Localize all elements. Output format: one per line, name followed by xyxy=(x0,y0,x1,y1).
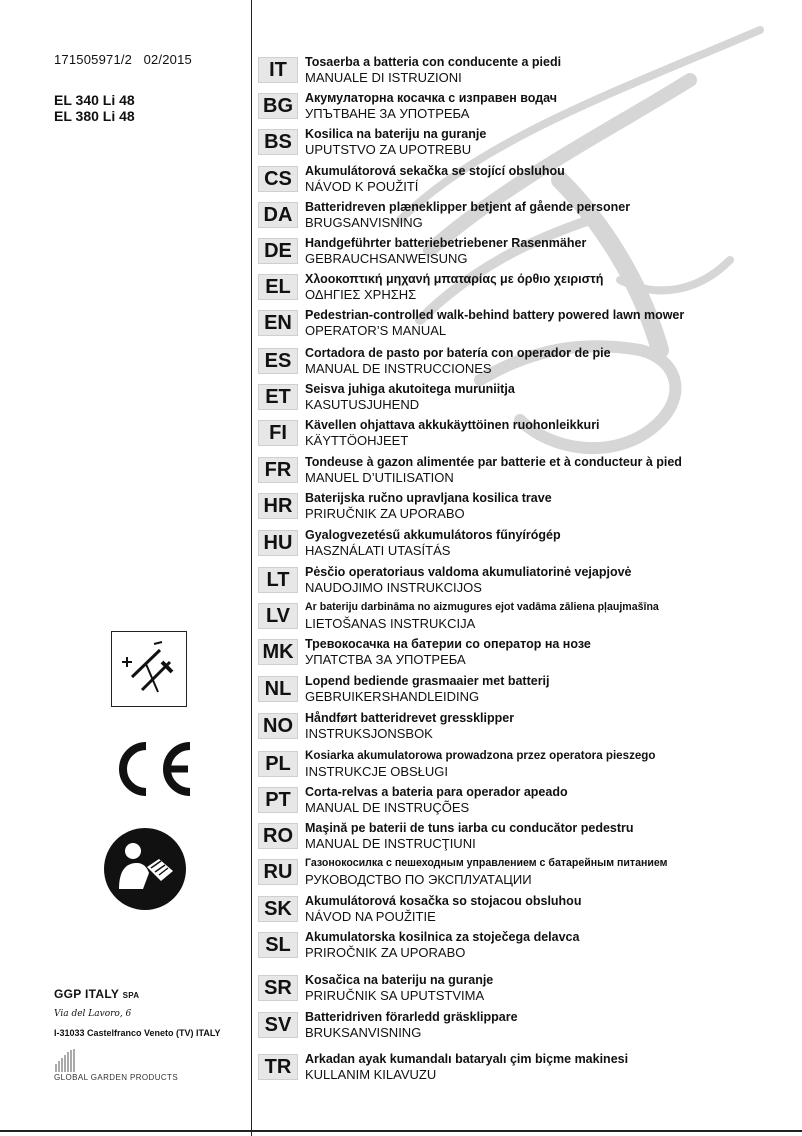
language-subtitle: PRIRUČNIK ZA UPORABO xyxy=(305,506,465,521)
language-entry-cs xyxy=(258,164,798,198)
language-title: Handgeführter batteriebetriebener Rasenmäher xyxy=(305,236,587,250)
language-entry-et xyxy=(258,382,798,416)
language-title: Akumulátorová sekačka se stojící obsluhou xyxy=(305,164,565,178)
language-entry-lt xyxy=(258,565,798,599)
language-title: Håndført batteridrevet gressklipper xyxy=(305,711,515,725)
language-title: Kosačica na bateriju na guranje xyxy=(305,973,494,987)
language-title: Batteridriven förarledd gräsklippare xyxy=(305,1010,518,1024)
language-subtitle: GEBRAUCHSANWEISUNG xyxy=(305,251,468,266)
language-code-badge: BG xyxy=(258,93,298,119)
language-title: Baterijska ručno upravljana kosilica trave xyxy=(305,491,552,505)
language-subtitle: LIETOŠANAS INSTRUKCIJA xyxy=(305,616,476,631)
model-name: EL 340 Li 48 xyxy=(54,92,135,108)
language-entry-sv xyxy=(258,1010,798,1044)
language-subtitle: KULLANIM KILAVUZU xyxy=(305,1067,437,1082)
language-entry-sk xyxy=(258,894,798,928)
language-entry-el xyxy=(258,272,798,306)
language-code-badge: EN xyxy=(258,310,298,336)
language-code-badge: SL xyxy=(258,932,298,958)
language-title: Akumulatorska kosilnica za stoječega delavca xyxy=(305,930,580,944)
language-title: Газонокосилка с пешеходным управлением с батарейным питанием xyxy=(305,857,668,869)
language-subtitle: HASZNÁLATI UTASÍTÁS xyxy=(305,543,451,558)
language-code-badge: LV xyxy=(258,603,298,629)
language-title: Kosilica na bateriju na guranje xyxy=(305,127,487,141)
language-subtitle: MANUAL DE INSTRUCŢIUNI xyxy=(305,836,476,851)
language-code-badge: IT xyxy=(258,57,298,83)
language-code-badge: RO xyxy=(258,823,298,849)
language-code-badge: SR xyxy=(258,975,298,1001)
model-name: EL 380 Li 48 xyxy=(54,108,135,124)
ce-mark-icon xyxy=(108,738,198,800)
language-subtitle: MANUAL DE INSTRUÇÕES xyxy=(305,800,470,815)
battery-polarity-icon xyxy=(111,631,187,707)
language-entry-hr xyxy=(258,491,798,525)
language-code-badge: ET xyxy=(258,384,298,410)
language-code-badge: PT xyxy=(258,787,298,813)
language-code-badge: CS xyxy=(258,166,298,192)
language-entry-sr xyxy=(258,973,798,1007)
language-code-badge: TR xyxy=(258,1054,298,1080)
language-entry-fi xyxy=(258,418,798,452)
language-subtitle: INSTRUKSJONSBOK xyxy=(305,726,433,741)
language-title: Pėsčio operatoriaus valdoma akumuliatorinė vejapjovė xyxy=(305,565,632,579)
company-address-line1: Via del Lavoro, 6 xyxy=(54,1009,132,1019)
language-subtitle: MANUAL DE INSTRUCCIONES xyxy=(305,361,492,376)
language-entry-sl xyxy=(258,930,798,964)
language-code-badge: NL xyxy=(258,676,298,702)
company-name-main: GGP ITALY xyxy=(54,987,119,1001)
language-entry-hu xyxy=(258,528,798,562)
language-subtitle: NAUDOJIMO INSTRUKCIJOS xyxy=(305,580,482,595)
language-title: Тревокосачка на батерии со оператор на нозе xyxy=(305,637,591,651)
language-title: Corta-relvas a bateria para operador apeado xyxy=(305,785,568,799)
language-code-badge: SV xyxy=(258,1012,298,1038)
language-title: Cortadora de pasto por batería con operador de pie xyxy=(305,346,611,360)
language-title: Lopend bediende grasmaaier met batterij xyxy=(305,674,550,688)
language-title: Ar bateriju darbināma no aizmugures ejot vadāma zāliena pļaujmašīna xyxy=(305,601,659,613)
language-title: Χλοοκοπτική μηχανή μπαταρίας με όρθιο χειριστή xyxy=(305,272,604,286)
language-entry-it xyxy=(258,55,798,89)
language-entry-no xyxy=(258,711,798,745)
language-subtitle: KASUTUSJUHEND xyxy=(305,397,420,412)
language-entry-da xyxy=(258,200,798,234)
language-subtitle: NÁVOD NA POUŽITIE xyxy=(305,909,436,924)
language-entry-ru xyxy=(258,857,798,891)
language-code-badge: BS xyxy=(258,129,298,155)
language-title: Tondeuse à gazon alimentée par batterie et à conducteur à pied xyxy=(305,455,682,469)
language-subtitle: NÁVOD K POUŽITÍ xyxy=(305,179,419,194)
language-title: Pedestrian-controlled walk-behind battery powered lawn mower xyxy=(305,308,685,322)
company-address-line2: I-31033 Castelfranco Veneto (TV) ITALY xyxy=(54,1028,221,1038)
language-title: Акумулаторна косачка с изправен водач xyxy=(305,91,558,105)
language-entry-de xyxy=(258,236,798,270)
language-title: Maşină pe baterii de tuns iarba cu conducător pedestru xyxy=(305,821,634,835)
language-title: Kävellen ohjattava akkukäyttöinen ruohonleikkuri xyxy=(305,418,600,432)
language-code-badge: RU xyxy=(258,859,298,885)
language-subtitle: INSTRUKCJE OBSŁUGI xyxy=(305,764,449,779)
language-entry-mk xyxy=(258,637,798,671)
language-entry-en xyxy=(258,308,798,342)
language-title: Batteridreven plæneklipper betjent af gående personer xyxy=(305,200,631,214)
language-subtitle: BRUKSANVISNING xyxy=(305,1025,422,1040)
language-subtitle: УПЪТВАНЕ ЗА УПОТРЕБА xyxy=(305,106,470,121)
language-subtitle: УПАТСТВА ЗА УПОТРЕБА xyxy=(305,652,466,667)
language-subtitle: ΟΔΗΓΙΕΣ ΧΡΗΣΗΣ xyxy=(305,287,417,302)
language-entry-tr xyxy=(258,1052,798,1086)
language-title: Gyalogvezetésű akkumulátoros fűnyírógép xyxy=(305,528,561,542)
language-subtitle: BRUGSANVISNING xyxy=(305,215,423,230)
language-code-badge: FI xyxy=(258,420,298,446)
language-code-badge: MK xyxy=(258,639,298,665)
language-entry-es xyxy=(258,346,798,380)
language-entry-pt xyxy=(258,785,798,819)
language-entry-nl xyxy=(258,674,798,708)
language-code-badge: ES xyxy=(258,348,298,374)
company-suffix: SPA xyxy=(122,991,140,1000)
language-subtitle: GEBRUIKERSHANDLEIDING xyxy=(305,689,480,704)
language-code-badge: SK xyxy=(258,896,298,922)
language-subtitle: KÄYTTÖOHJEET xyxy=(305,433,409,448)
language-code-badge: DA xyxy=(258,202,298,228)
language-entry-ro xyxy=(258,821,798,855)
language-entry-pl xyxy=(258,749,798,783)
language-code-badge: HU xyxy=(258,530,298,556)
language-code-badge: HR xyxy=(258,493,298,519)
read-manual-icon xyxy=(103,827,187,911)
language-code-badge: LT xyxy=(258,567,298,593)
language-code-badge: FR xyxy=(258,457,298,483)
language-code-badge: NO xyxy=(258,713,298,739)
language-subtitle: MANUEL D’UTILISATION xyxy=(305,470,454,485)
language-entry-bg xyxy=(258,91,798,125)
language-title: Seisva juhiga akutoitega muruniitja xyxy=(305,382,515,396)
language-code-badge: EL xyxy=(258,274,298,300)
column-divider xyxy=(251,0,252,1136)
document-code xyxy=(54,52,192,67)
bottom-rule xyxy=(0,1130,802,1132)
language-entry-fr xyxy=(258,455,798,489)
language-subtitle: OPERATOR’S MANUAL xyxy=(305,323,447,338)
document-number: 171505971/2 xyxy=(54,52,133,67)
company-logo-text: GLOBAL GARDEN PRODUCTS xyxy=(54,1073,179,1082)
language-subtitle: PRIRUČNIK SA UPUTSTVIMA xyxy=(305,988,485,1003)
language-title: Kosiarka akumulatorowa prowadzona przez operatora pieszego xyxy=(305,749,656,762)
language-subtitle: PRIROČNIK ZA UPORABO xyxy=(305,945,466,960)
language-subtitle: UPUTSTVO ZA UPOTREBU xyxy=(305,142,472,157)
document-date: 02/2015 xyxy=(143,52,192,67)
left-column xyxy=(0,0,251,1136)
language-subtitle: РУКОВОДСТВО ПО ЭКСПЛУАТАЦИИ xyxy=(305,872,532,887)
language-title: Arkadan ayak kumandalı bataryalı çim biçme makinesi xyxy=(305,1052,629,1066)
language-code-badge: DE xyxy=(258,238,298,264)
language-code-badge: PL xyxy=(258,751,298,777)
language-title: Tosaerba a batteria con conducente a piedi xyxy=(305,55,562,69)
language-title: Akumulátorová kosačka so stojacou obsluhou xyxy=(305,894,582,908)
language-entry-lv xyxy=(258,601,798,635)
language-subtitle: MANUALE DI ISTRUZIONI xyxy=(305,70,462,85)
company-name xyxy=(54,987,139,1001)
language-entry-bs xyxy=(258,127,798,161)
